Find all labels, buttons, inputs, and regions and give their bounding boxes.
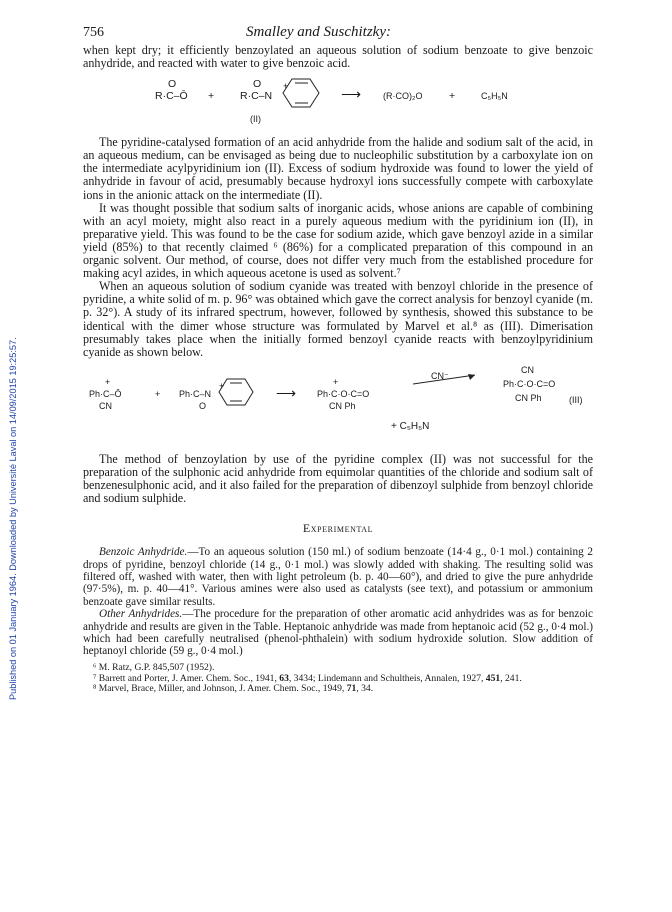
experimental-section	[83, 546, 593, 658]
footnote-text: ⁷ Barrett and Porter, J. Amer. Chem. Soc., 1941,	[93, 672, 280, 684]
page-number: 756	[83, 25, 104, 40]
reaction-arrow: ⟶	[276, 384, 297, 401]
footnote-text: , 3434; Lindemann and Schultheis, Annalen, 1927,	[288, 672, 486, 684]
running-head: Smalley and Suschitzky:	[246, 24, 391, 40]
dimer-product: Ph·C·O·C=O	[503, 378, 556, 389]
paragraph-text: —To an aqueous solution (150 ml.) of sodium benzoate (14·4 g., 0·1 mol.) containing 2 drops of pyridine, benzoyl chloride (14 g., 0·1 mol.) was slowly added with shaking. The resulting solid was filtered off, washed with water, then with light petroleum (b. p. 40—60°), and dried to give the pure anhydride (97·5%), m. p. 40—41°. Various amines were also used as catalysts (see text), and potassium or ammonium benzoate gave similar results.	[83, 546, 593, 608]
page-content	[83, 24, 593, 695]
carbonyl-o: O	[199, 400, 207, 411]
reaction-scheme-1	[83, 70, 593, 132]
cyano-group: CN	[99, 400, 112, 411]
plus-sign: +	[449, 90, 456, 103]
footnote-text: ⁸ Marvel, Brace, Miller, and Johnson, J. Amer. Chem. Soc., 1949,	[93, 683, 347, 695]
plus-sign: +	[208, 90, 215, 103]
footnotes	[83, 663, 593, 695]
positive-charge: +	[333, 376, 339, 387]
positive-charge: +	[283, 81, 289, 92]
intermediate-substituents: CN Ph	[329, 400, 356, 411]
footnote-text: , 241.	[500, 672, 522, 684]
cyanohydrin-anion: Ph·C–Ō	[89, 388, 122, 399]
pyridine-byproduct: + C₅H₅N	[391, 420, 430, 432]
cyano-group: CN	[521, 364, 534, 375]
volume: 63	[279, 672, 289, 684]
carboxylate: R·C–Ō	[155, 90, 188, 103]
paragraph-2: It was thought possible that sodium salts of inorganic acids, whose anions are capable of combining with an acyl moiety, might also react in a purely aqueous medium with the pyridinium ion (II), in preparative yield. This was found to be the case for sodium azide, which gave benzoyl azide in a similar yield (85%) to that recently claimed ⁶ (86%) for a complicated preparation of this compound in an organic solvent. Our method, of course, does not differ very much from the established procedure for making acyl azides, in which aqueous acetone is used as solvent.⁷	[83, 200, 593, 281]
cyanide-label: CN⁻	[431, 370, 449, 381]
intro-paragraph: when kept dry; it efficiently benzoylated an aqueous solution of sodium benzoate to give benzoic anhydride, and reacted with water to give benzoic acid.	[83, 43, 593, 71]
page-header	[83, 24, 593, 44]
subsection-title: Benzoic Anhydride.	[99, 546, 188, 559]
anhydride-product: (R·CO)₂O	[383, 91, 423, 102]
volume: 451	[485, 672, 501, 684]
paragraph-3: When an aqueous solution of sodium cyanide was treated with benzoyl chloride in the presence of pyridine, a white solid of m. p. 96° was obtained which gave the correct analysis for benzoyl cyanide (m. p. 32°). A study of its infrared spectrum, however, followed by synthesis, showed this substance to be identical with the dimer whose structure was formulated by Marvel et al.⁸ as (III). Dimerisation presumably takes place when the initially formed benzoyl cyanide reacts with benzoylpyridinium cyanide as shown below.	[83, 279, 593, 359]
dimer-substituents: CN Ph	[515, 392, 542, 403]
experimental-paragraph-1	[83, 546, 593, 608]
plus-sign: +	[155, 388, 161, 399]
compound-label-ii: (II)	[250, 114, 261, 125]
subsection-title: Other Anhydrides.	[99, 608, 183, 621]
paragraph-4: The method of benzoylation by use of the pyridine complex (II) was not successful for the preparation of the sulphonic acid anhydride from equimolar quantities of the chloride and sodium salt of benzenesulphonic acid, and it also failed for the preparation of dibenzoyl sulphide from benzoyl chloride and sodium sulphide.	[83, 451, 593, 506]
carbonyl-o: O	[253, 78, 262, 91]
paragraph-text: —The procedure for the preparation of other aromatic acid anhydrides was as for benzoic anhydride and results are given in the Table. Heptanoic anhydride was made from heptanoic acid (52 g., 0·4 mol.) which had been carefully neutralised (phenol-phthalein) with sodium hydroxide solution. Slow addition of heptanoyl chloride (59 g., 0·4 mol.)	[83, 608, 593, 658]
carbonyl-o: O	[168, 78, 177, 91]
watermark-text: Published on 01 January 1964. Downloaded by Université Laval on 14/09/2015 19:25:57.	[8, 337, 18, 700]
compound-label-iii: (III)	[569, 394, 583, 405]
paragraph-1: The pyridine-catalysed formation of an acid anhydride from the halide and sodium salt of the acid, in an aqueous medium, can be envisaged as being due to nucleophilic substitution by a carboxylate ion on the intermediate acylpyridinium ion (II). Excess of sodium hydroxide was found to lower the yield of anhydride in favour of acid, presumably because hydroxyl ions successfully compete with carboxylate ions in the anionic attack on the intermediate (II).	[83, 135, 593, 202]
section-heading: Experimental	[302, 521, 374, 536]
acylpyridinium: R·C–N	[240, 90, 273, 103]
intermediate: Ph·C·O·C=O	[317, 388, 370, 399]
footnote-8	[83, 684, 593, 695]
footnote-6: ⁶ M. Ratz, G.P. 845,507 (1952).	[93, 661, 215, 673]
benzoylpyridinium: Ph·C–N	[179, 388, 212, 399]
experimental-paragraph-2	[83, 608, 593, 658]
volume: 71	[346, 683, 357, 695]
positive-charge: +	[219, 380, 225, 391]
positive-charge: +	[105, 376, 111, 387]
arrow-icon	[413, 371, 483, 387]
download-watermark	[0, 180, 18, 700]
reaction-arrow: ⟶	[341, 86, 362, 103]
reaction-scheme-2	[83, 365, 593, 453]
pyridine-product: C₅H₅N	[481, 91, 508, 102]
footnote-text: , 34.	[356, 683, 374, 695]
